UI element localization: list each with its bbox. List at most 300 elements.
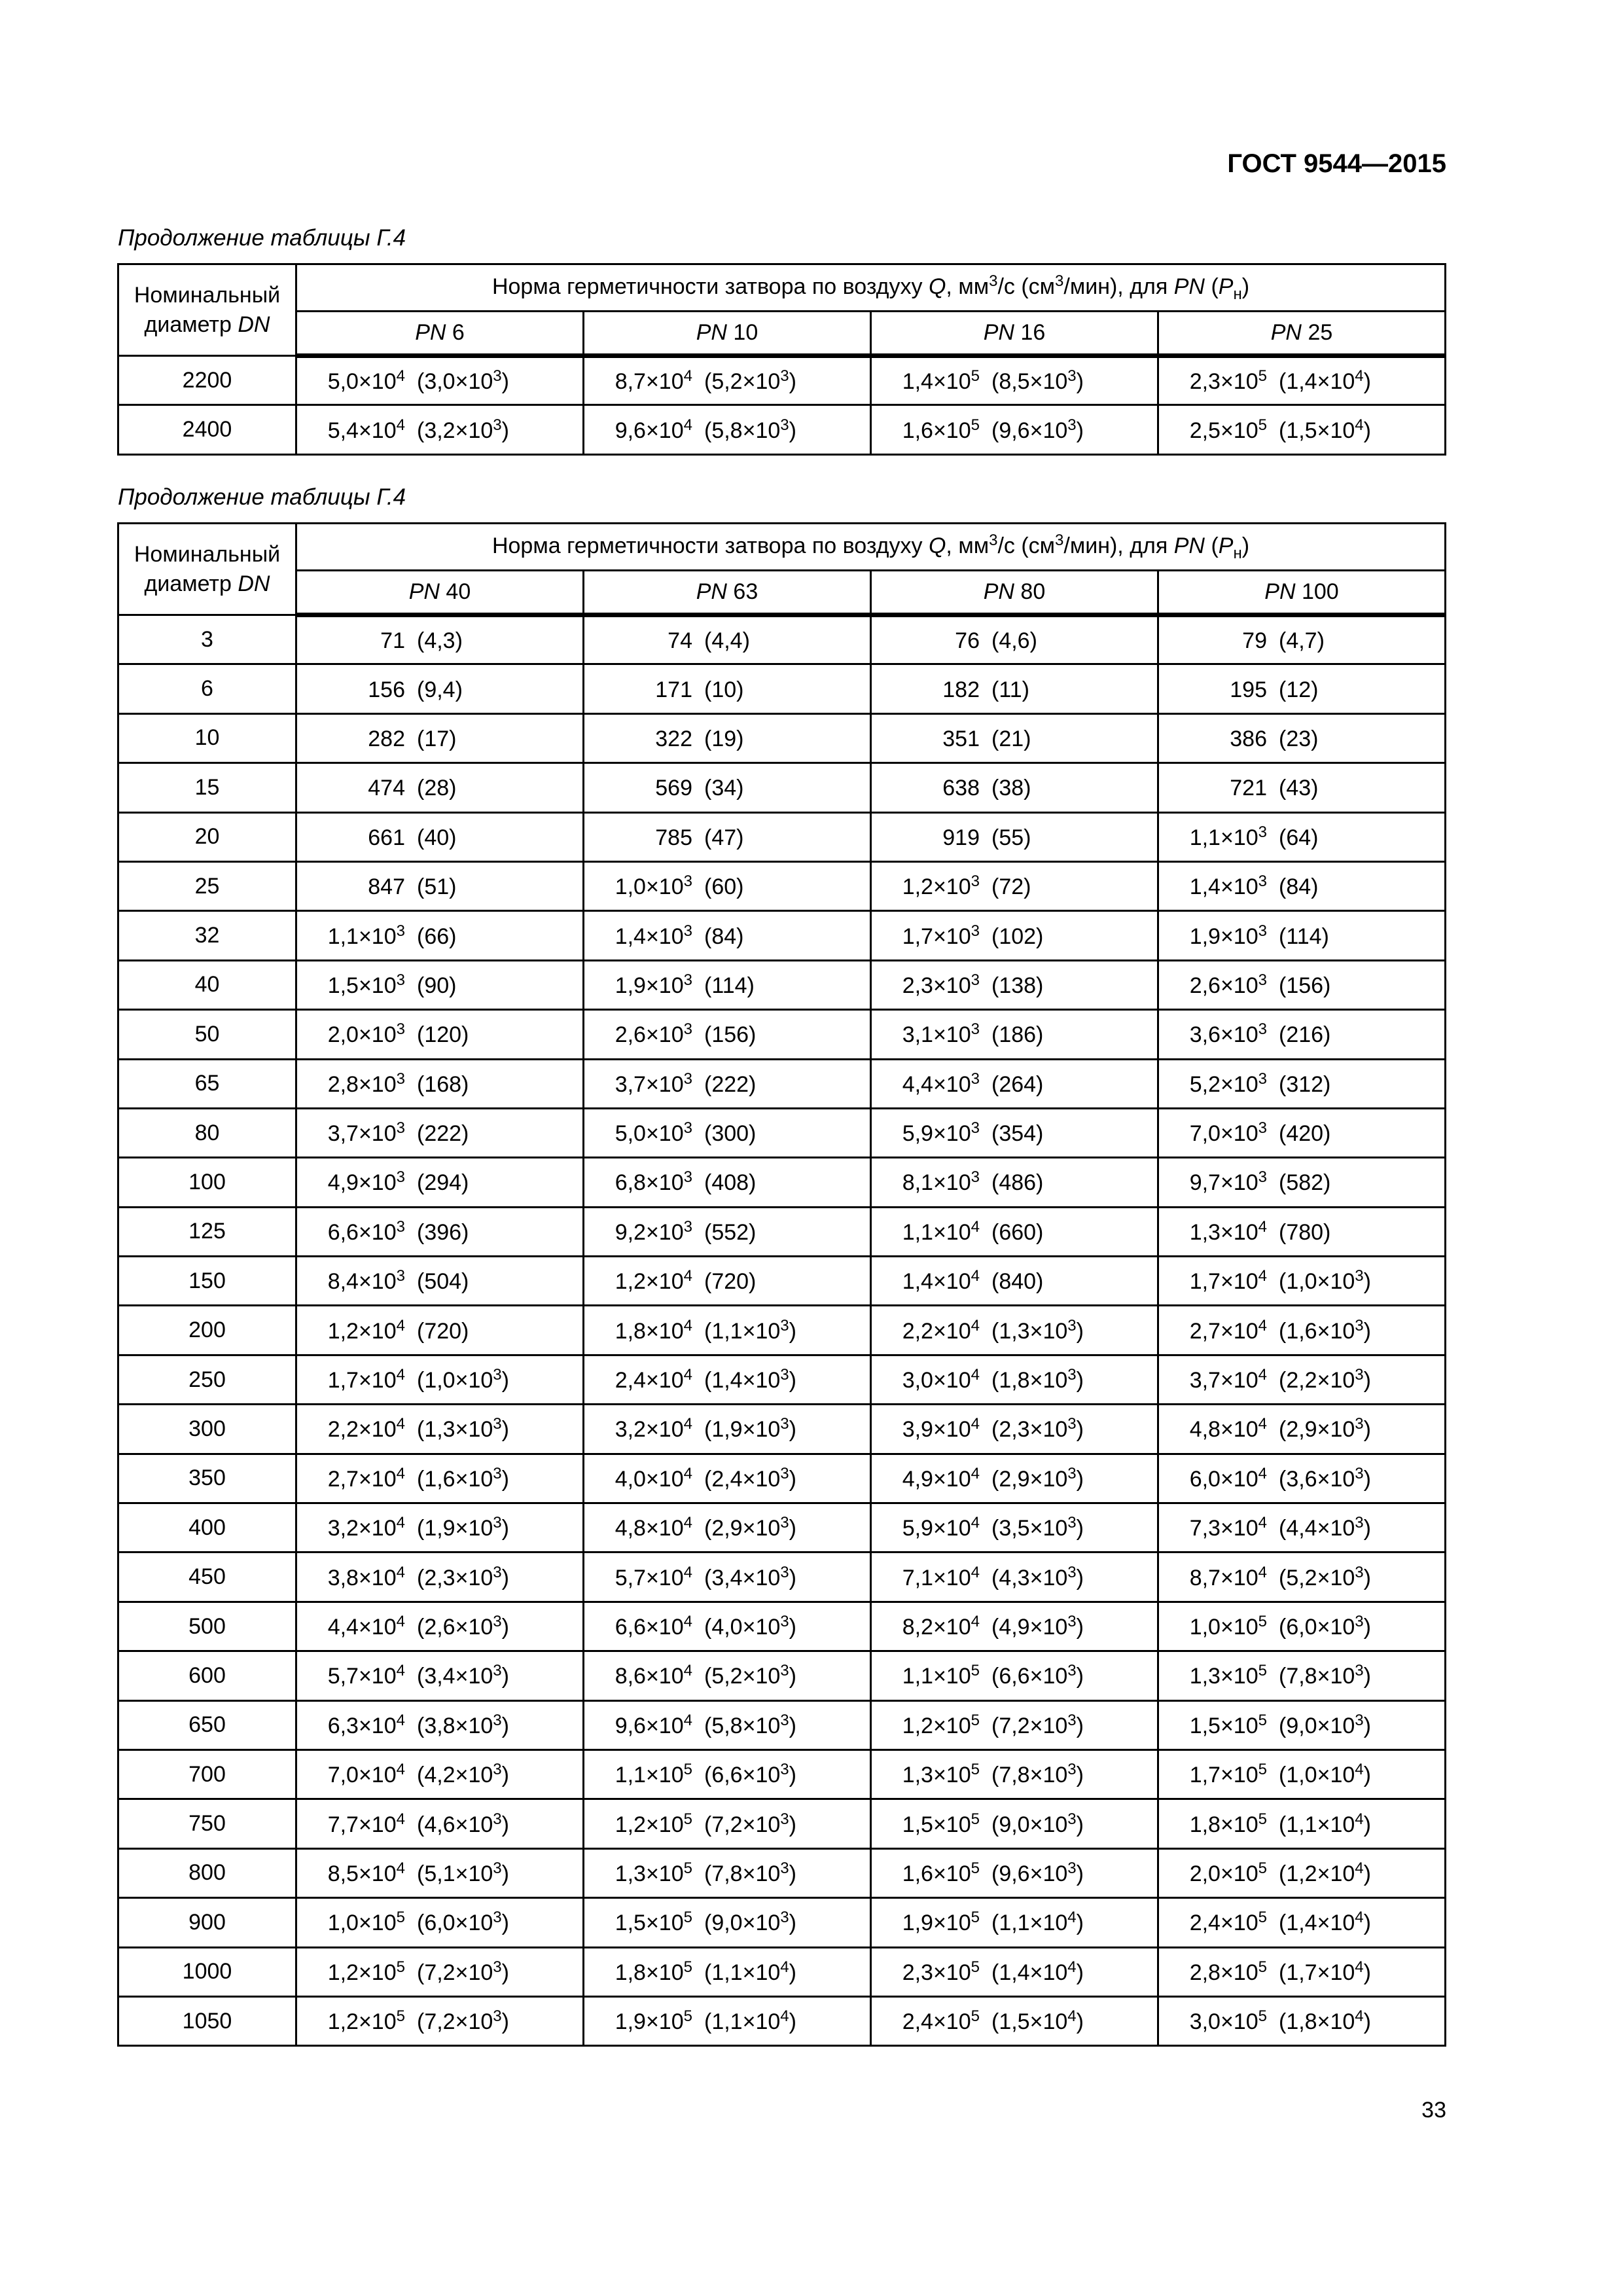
leak-rate-mm3s: $2,8\times 10^5$ bbox=[1189, 1958, 1267, 1985]
table2-body bbox=[118, 615, 1446, 2046]
leak-rate-cm3min: (9,4) bbox=[417, 677, 463, 702]
dn-value: 125 bbox=[118, 1207, 296, 1256]
page-number: 33 bbox=[1421, 2098, 1446, 2123]
leak-rate-mm3s: $8,4\times 10^3$ bbox=[327, 1267, 405, 1295]
leak-rate-cell bbox=[871, 911, 1158, 960]
leak-rate-cm3min: (168) bbox=[417, 1071, 469, 1097]
leak-rate-cell bbox=[584, 960, 871, 1009]
leak-rate-cm3min: (312) bbox=[1279, 1071, 1331, 1097]
dn-value: 10 bbox=[118, 713, 296, 762]
leak-rate-mm3s: 182 bbox=[942, 677, 980, 702]
leak-rate-mm3s: $5,7\times 10^4$ bbox=[327, 1662, 405, 1689]
leak-rate-cell bbox=[584, 1799, 871, 1848]
leak-rate-cm3min: (138) bbox=[991, 973, 1044, 998]
leak-rate-cm3min: $(1,9\times 10^3)$ bbox=[417, 1514, 509, 1541]
leak-rate-cm3min: $(6,6\times 10^3)$ bbox=[991, 1662, 1084, 1689]
leak-rate-cell bbox=[296, 1306, 584, 1355]
table-row bbox=[118, 1552, 1446, 1602]
leak-rate-mm3s: 195 bbox=[1230, 677, 1267, 702]
leak-rate-mm3s: $1,3\times 10^5$ bbox=[1189, 1662, 1267, 1689]
leak-rate-cm3min: $(3,2\times 10^3)$ bbox=[417, 416, 509, 443]
leak-rate-cell bbox=[584, 1898, 871, 1947]
leak-rate-mm3s: $1,2\times 10^4$ bbox=[615, 1267, 692, 1295]
dn-value: 2400 bbox=[118, 405, 296, 454]
leak-rate-cm3min: $(3,6\times 10^3)$ bbox=[1279, 1464, 1371, 1492]
pn-column-header: PN 40 bbox=[296, 571, 584, 615]
leak-rate-cell bbox=[584, 664, 871, 713]
table-row bbox=[118, 1651, 1446, 1700]
dn-value: 400 bbox=[118, 1503, 296, 1552]
leak-rate-cm3min: $(6,0\times 10^3)$ bbox=[1279, 1613, 1371, 1640]
pn-column-header: PN 10 bbox=[584, 312, 871, 356]
leak-rate-cell bbox=[584, 1454, 871, 1503]
leak-rate-cm3min: $(1,1\times 10^4)$ bbox=[704, 2007, 796, 2035]
dn-value: 1050 bbox=[118, 1996, 296, 2045]
leak-rate-mm3s: 76 bbox=[955, 628, 980, 654]
leak-rate-cell bbox=[871, 664, 1158, 713]
leak-rate-cell bbox=[296, 1848, 584, 1897]
leak-rate-mm3s: $1,1\times 10^3$ bbox=[1189, 823, 1267, 850]
table-row bbox=[118, 1749, 1446, 1799]
pn-column-header: PN 6 bbox=[296, 312, 584, 356]
leak-rate-cell bbox=[296, 1651, 584, 1700]
table-row bbox=[118, 1799, 1446, 1848]
leak-rate-cell bbox=[584, 1651, 871, 1700]
leak-rate-cm3min: (66) bbox=[417, 924, 457, 949]
leak-rate-cm3min: (354) bbox=[991, 1121, 1044, 1147]
leak-rate-cell bbox=[296, 1799, 584, 1848]
leak-rate-cm3min: (10) bbox=[704, 677, 744, 702]
dn-value: 65 bbox=[118, 1059, 296, 1108]
leak-rate-cm3min: (396) bbox=[417, 1219, 469, 1245]
leak-rate-cm3min: $(1,1\times 10^4)$ bbox=[1279, 1810, 1371, 1837]
leak-rate-cm3min: $(2,4\times 10^3)$ bbox=[704, 1464, 796, 1492]
leak-rate-mm3s: $2,5\times 10^5$ bbox=[1189, 416, 1267, 443]
leak-rate-mm3s: $1,5\times 10^5$ bbox=[1189, 1711, 1267, 1738]
leak-rate-cm3min: $(5,2\times 10^3)$ bbox=[1279, 1563, 1371, 1590]
dn-value: 500 bbox=[118, 1602, 296, 1651]
leak-rate-mm3s: $8,6\times 10^4$ bbox=[615, 1662, 692, 1689]
leak-rate-cell bbox=[296, 1947, 584, 1996]
leak-rate-cm3min: $(1,1\times 10^3)$ bbox=[704, 1316, 796, 1344]
leak-rate-cm3min: $(4,2\times 10^3)$ bbox=[417, 1761, 509, 1788]
leak-rate-mm3s: $3,7\times 10^3$ bbox=[327, 1119, 405, 1147]
leak-rate-mm3s: $8,5\times 10^4$ bbox=[327, 1859, 405, 1886]
leak-rate-cell bbox=[296, 1898, 584, 1947]
leak-rate-mm3s: $1,1\times 10^5$ bbox=[615, 1761, 692, 1788]
leak-rate-mm3s: $6,6\times 10^4$ bbox=[615, 1613, 692, 1640]
leak-rate-cell bbox=[1158, 763, 1446, 812]
table1-header-row bbox=[118, 264, 1446, 312]
leak-rate-cell bbox=[584, 1158, 871, 1207]
leak-rate-cell bbox=[1158, 356, 1446, 405]
leak-rate-mm3s: $4,4\times 10^3$ bbox=[902, 1069, 980, 1097]
leak-rate-cm3min: (55) bbox=[991, 825, 1031, 850]
leak-rate-mm3s: $1,1\times 10^3$ bbox=[327, 922, 405, 949]
leak-rate-cell bbox=[871, 1207, 1158, 1256]
leak-rate-cell bbox=[296, 615, 584, 664]
leak-rate-cm3min: $(7,8\times 10^3)$ bbox=[1279, 1662, 1371, 1689]
leak-rate-cell bbox=[296, 1996, 584, 2045]
leak-rate-cell bbox=[1158, 1898, 1446, 1947]
leak-rate-mm3s: $5,0\times 10^4$ bbox=[327, 367, 405, 395]
leak-rate-mm3s: $1,8\times 10^5$ bbox=[1189, 1810, 1267, 1837]
leak-rate-cell bbox=[1158, 1503, 1446, 1552]
dn-value: 32 bbox=[118, 911, 296, 960]
leak-rate-cell bbox=[1158, 405, 1446, 454]
leak-rate-cm3min: $(3,4\times 10^3)$ bbox=[417, 1662, 509, 1689]
leak-rate-cm3min: $(1,0\times 10^3)$ bbox=[417, 1366, 509, 1393]
leak-rate-mm3s: $1,8\times 10^4$ bbox=[615, 1316, 692, 1344]
leak-rate-cm3min: $(7,8\times 10^3)$ bbox=[704, 1859, 796, 1886]
leak-rate-cm3min: (28) bbox=[417, 776, 457, 801]
leak-rate-cm3min: $(2,2\times 10^3)$ bbox=[1279, 1366, 1371, 1393]
leak-rate-mm3s: $3,0\times 10^4$ bbox=[902, 1366, 980, 1393]
leak-rate-cm3min: $(9,6\times 10^3)$ bbox=[991, 416, 1084, 443]
leak-rate-cell bbox=[1158, 1454, 1446, 1503]
dn-value: 700 bbox=[118, 1749, 296, 1799]
leak-rate-mm3s: $1,1\times 10^4$ bbox=[902, 1217, 980, 1245]
table-row bbox=[118, 1700, 1446, 1749]
leak-rate-cm3min: (582) bbox=[1279, 1170, 1331, 1196]
leak-rate-cell bbox=[871, 1503, 1158, 1552]
leak-rate-cell bbox=[1158, 1552, 1446, 1602]
leak-rate-cm3min: $(7,2\times 10^3)$ bbox=[417, 2007, 509, 2035]
leak-rate-mm3s: $1,2\times 10^5$ bbox=[327, 1958, 405, 1985]
leak-rate-cm3min: $(4,3\times 10^3)$ bbox=[991, 1563, 1084, 1590]
leak-rate-mm3s: $3,2\times 10^4$ bbox=[327, 1514, 405, 1541]
table-row bbox=[118, 1257, 1446, 1306]
leak-rate-cell bbox=[1158, 1947, 1446, 1996]
leak-rate-mm3s: $7,0\times 10^4$ bbox=[327, 1761, 405, 1788]
leak-rate-mm3s: 721 bbox=[1230, 776, 1267, 801]
table-row bbox=[118, 1355, 1446, 1404]
leak-rate-cm3min: $(1,4\times 10^4)$ bbox=[1279, 1909, 1371, 1936]
leak-rate-cell bbox=[584, 1355, 871, 1404]
leak-rate-cm3min: $(1,7\times 10^4)$ bbox=[1279, 1958, 1371, 1985]
table-row bbox=[118, 1306, 1446, 1355]
leak-rate-cell bbox=[1158, 1257, 1446, 1306]
leak-rate-cell bbox=[584, 1947, 871, 1996]
table-row bbox=[118, 1158, 1446, 1207]
leak-rate-cell bbox=[584, 713, 871, 762]
leak-rate-mm3s: $5,9\times 10^3$ bbox=[902, 1119, 980, 1147]
dn-value: 800 bbox=[118, 1848, 296, 1897]
leak-rate-cell bbox=[584, 1108, 871, 1157]
leak-rate-cell bbox=[1158, 1405, 1446, 1454]
leak-rate-mm3s: $2,4\times 10^4$ bbox=[615, 1366, 692, 1393]
dn-value: 600 bbox=[118, 1651, 296, 1700]
leak-rate-cell bbox=[296, 1207, 584, 1256]
leak-rate-cell bbox=[584, 812, 871, 861]
leak-rate-cell bbox=[871, 1848, 1158, 1897]
leak-rate-mm3s: $2,3\times 10^3$ bbox=[902, 971, 980, 998]
leak-rate-mm3s: $7,1\times 10^4$ bbox=[902, 1563, 980, 1590]
leak-rate-cm3min: $(3,0\times 10^3)$ bbox=[417, 367, 509, 395]
leak-rate-table-1 bbox=[117, 263, 1446, 456]
leak-rate-mm3s: $2,8\times 10^3$ bbox=[327, 1069, 405, 1097]
leak-rate-cell bbox=[584, 911, 871, 960]
leak-rate-cell bbox=[584, 1405, 871, 1454]
leak-rate-cell bbox=[584, 1552, 871, 1602]
leak-rate-mm3s: $6,8\times 10^3$ bbox=[615, 1168, 692, 1196]
leak-rate-cm3min: $(2,3\times 10^3)$ bbox=[417, 1563, 509, 1590]
leak-rate-mm3s: $1,8\times 10^5$ bbox=[615, 1958, 692, 1985]
leak-rate-mm3s: $8,7\times 10^4$ bbox=[615, 367, 692, 395]
leak-rate-mm3s: 661 bbox=[368, 825, 405, 850]
leak-rate-mm3s: $1,9\times 10^3$ bbox=[1189, 922, 1267, 949]
leak-rate-cell bbox=[871, 1355, 1158, 1404]
table-row bbox=[118, 1898, 1446, 1947]
leak-rate-cell bbox=[296, 1503, 584, 1552]
leak-rate-cm3min: $(6,6\times 10^3)$ bbox=[704, 1761, 796, 1788]
leak-rate-cell bbox=[296, 1158, 584, 1207]
leak-rate-cm3min: (780) bbox=[1279, 1219, 1331, 1245]
table-row bbox=[118, 713, 1446, 762]
table-row bbox=[118, 1059, 1446, 1108]
leak-rate-cell bbox=[1158, 1996, 1446, 2045]
leak-rate-mm3s: $2,3\times 10^5$ bbox=[1189, 367, 1267, 395]
leak-rate-cell bbox=[296, 1059, 584, 1108]
leak-rate-cm3min: $(4,9\times 10^3)$ bbox=[991, 1613, 1084, 1640]
leak-rate-mm3s: $1,7\times 10^4$ bbox=[1189, 1267, 1267, 1295]
leak-rate-mm3s: $2,0\times 10^3$ bbox=[327, 1020, 405, 1048]
leak-rate-mm3s: $1,2\times 10^5$ bbox=[327, 2007, 405, 2035]
leak-rate-mm3s: $1,2\times 10^5$ bbox=[615, 1810, 692, 1837]
leak-rate-cell bbox=[584, 1700, 871, 1749]
leak-rate-mm3s: $1,3\times 10^4$ bbox=[1189, 1217, 1267, 1245]
leak-rate-cell bbox=[584, 1306, 871, 1355]
leak-rate-mm3s: $4,0\times 10^4$ bbox=[615, 1464, 692, 1492]
leak-rate-mm3s: $4,9\times 10^4$ bbox=[902, 1464, 980, 1492]
leak-rate-cell bbox=[296, 356, 584, 405]
leak-rate-mm3s: 171 bbox=[655, 677, 692, 702]
dn-value: 80 bbox=[118, 1108, 296, 1157]
dn-column-header: Номинальный диаметр DN bbox=[118, 264, 296, 356]
leak-rate-mm3s: $6,6\times 10^3$ bbox=[327, 1217, 405, 1245]
leak-rate-cm3min: $(3,5\times 10^3)$ bbox=[991, 1514, 1084, 1541]
leak-rate-cm3min: (216) bbox=[1279, 1022, 1331, 1048]
dn-value: 15 bbox=[118, 763, 296, 812]
leak-rate-cm3min: (84) bbox=[704, 924, 744, 949]
leak-rate-cell bbox=[584, 405, 871, 454]
leak-rate-cell bbox=[296, 1602, 584, 1651]
leak-rate-cm3min: $(5,1\times 10^3)$ bbox=[417, 1859, 509, 1886]
leak-rate-cm3min: (4,7) bbox=[1279, 628, 1325, 654]
leak-rate-cm3min: $(4,0\times 10^3)$ bbox=[704, 1613, 796, 1640]
leak-rate-cm3min: $(7,8\times 10^3)$ bbox=[991, 1761, 1084, 1788]
leak-rate-cm3min: (720) bbox=[417, 1318, 469, 1344]
leak-rate-cell bbox=[296, 1552, 584, 1602]
dn-value: 150 bbox=[118, 1257, 296, 1306]
table2-pn-row bbox=[118, 571, 1446, 615]
leak-rate-cell bbox=[871, 356, 1158, 405]
leak-rate-cm3min: (294) bbox=[417, 1170, 469, 1196]
leak-rate-cell bbox=[871, 1405, 1158, 1454]
leak-rate-mm3s: $2,6\times 10^3$ bbox=[615, 1020, 692, 1048]
leak-rate-cm3min: (12) bbox=[1279, 677, 1319, 702]
dn-value: 40 bbox=[118, 960, 296, 1009]
leak-rate-cm3min: $(2,9\times 10^3)$ bbox=[991, 1464, 1084, 1492]
leak-rate-cell bbox=[1158, 1158, 1446, 1207]
pn-column-header: PN 63 bbox=[584, 571, 871, 615]
leak-rate-cell bbox=[871, 1799, 1158, 1848]
leak-rate-mm3s: $1,5\times 10^5$ bbox=[902, 1810, 980, 1837]
leak-rate-cell bbox=[871, 1552, 1158, 1602]
leak-rate-cm3min: (23) bbox=[1279, 726, 1319, 751]
dn-value: 450 bbox=[118, 1552, 296, 1602]
leak-rate-cm3min: $(1,4\times 10^4)$ bbox=[991, 1958, 1084, 1985]
leak-rate-mm3s: $1,5\times 10^5$ bbox=[615, 1909, 692, 1936]
dn-value: 900 bbox=[118, 1898, 296, 1947]
leak-rate-mm3s: $1,0\times 10^3$ bbox=[615, 872, 692, 900]
leak-rate-mm3s: 79 bbox=[1242, 628, 1267, 654]
table-row bbox=[118, 1405, 1446, 1454]
dn-value: 650 bbox=[118, 1700, 296, 1749]
leak-rate-mm3s: $9,2\times 10^3$ bbox=[615, 1217, 692, 1245]
table-row bbox=[118, 1947, 1446, 1996]
leak-rate-cm3min: $(5,2\times 10^3)$ bbox=[704, 1662, 796, 1689]
leak-rate-cell bbox=[296, 1108, 584, 1157]
table1-pn-row bbox=[118, 312, 1446, 356]
leak-rate-mm3s: $1,9\times 10^5$ bbox=[902, 1909, 980, 1936]
leak-rate-cm3min: (84) bbox=[1279, 874, 1319, 900]
table2-header-row bbox=[118, 524, 1446, 571]
leak-rate-cell bbox=[296, 664, 584, 713]
leak-rate-cm3min: $(1,9\times 10^3)$ bbox=[704, 1415, 796, 1443]
leak-rate-cell bbox=[1158, 1059, 1446, 1108]
leak-rate-cell bbox=[584, 615, 871, 664]
leak-rate-cell bbox=[296, 1257, 584, 1306]
leak-rate-cell bbox=[584, 1749, 871, 1799]
leak-rate-mm3s: 74 bbox=[668, 628, 692, 654]
leak-rate-mm3s: 322 bbox=[655, 726, 692, 751]
leak-rate-cell bbox=[871, 1947, 1158, 1996]
leak-rate-mm3s: $8,7\times 10^4$ bbox=[1189, 1563, 1267, 1590]
leak-rate-cm3min: $(7,2\times 10^3)$ bbox=[704, 1810, 796, 1837]
leak-rate-mm3s: $1,3\times 10^5$ bbox=[615, 1859, 692, 1886]
leak-rate-cell bbox=[584, 1010, 871, 1059]
leak-rate-cell bbox=[871, 713, 1158, 762]
leak-rate-mm3s: $1,1\times 10^5$ bbox=[902, 1662, 980, 1689]
leak-rate-cell bbox=[871, 1257, 1158, 1306]
leak-rate-mm3s: $8,1\times 10^3$ bbox=[902, 1168, 980, 1196]
table-row bbox=[118, 861, 1446, 910]
leak-rate-cell bbox=[584, 1602, 871, 1651]
leak-rate-mm3s: $4,8\times 10^4$ bbox=[615, 1514, 692, 1541]
leak-rate-cell bbox=[871, 1749, 1158, 1799]
leak-rate-cm3min: $(5,8\times 10^3)$ bbox=[704, 1711, 796, 1738]
leak-rate-cell bbox=[296, 1454, 584, 1503]
leak-rate-cm3min: (40) bbox=[417, 825, 457, 850]
leak-rate-mm3s: $1,2\times 10^4$ bbox=[327, 1316, 405, 1344]
table-row bbox=[118, 812, 1446, 861]
leak-rate-mm3s: $7,0\times 10^3$ bbox=[1189, 1119, 1267, 1147]
table-row bbox=[118, 1108, 1446, 1157]
leak-rate-cell bbox=[584, 1207, 871, 1256]
table1-body bbox=[118, 356, 1446, 455]
leak-rate-mm3s: $1,6\times 10^5$ bbox=[902, 1859, 980, 1886]
leak-rate-cm3min: $(2,3\times 10^3)$ bbox=[991, 1415, 1084, 1443]
leak-rate-cm3min: $(5,2\times 10^3)$ bbox=[704, 367, 796, 395]
leak-rate-cell bbox=[1158, 664, 1446, 713]
dn-value: 20 bbox=[118, 812, 296, 861]
leak-rate-mm3s: 569 bbox=[655, 776, 692, 801]
leak-rate-cell bbox=[871, 615, 1158, 664]
leak-rate-cm3min: $(4,4\times 10^3)$ bbox=[1279, 1514, 1371, 1541]
leak-rate-cm3min: (72) bbox=[991, 874, 1031, 900]
leak-rate-cell bbox=[296, 763, 584, 812]
leak-rate-mm3s: $2,7\times 10^4$ bbox=[1189, 1316, 1267, 1344]
leak-rate-cm3min: (4,6) bbox=[991, 628, 1037, 654]
table-row bbox=[118, 1848, 1446, 1897]
leak-rate-cell bbox=[871, 1996, 1158, 2045]
leak-rate-mm3s: $3,1\times 10^3$ bbox=[902, 1020, 980, 1048]
leak-rate-cm3min: (552) bbox=[704, 1219, 757, 1245]
leak-rate-cell bbox=[871, 1700, 1158, 1749]
leak-rate-cell bbox=[871, 1651, 1158, 1700]
table2-caption: Продолжение таблицы Г.4 bbox=[118, 484, 406, 510]
leak-rate-cm3min: (38) bbox=[991, 776, 1031, 801]
leak-rate-cell bbox=[1158, 1108, 1446, 1157]
leak-rate-table-2 bbox=[117, 522, 1446, 2047]
leak-rate-mm3s: $3,2\times 10^4$ bbox=[615, 1415, 692, 1443]
dn-value: 6 bbox=[118, 664, 296, 713]
leak-rate-cm3min: (60) bbox=[704, 874, 744, 900]
leak-rate-cell bbox=[1158, 861, 1446, 910]
leak-rate-cm3min: (222) bbox=[704, 1071, 757, 1097]
leak-rate-cm3min: $(1,8\times 10^3)$ bbox=[991, 1366, 1084, 1393]
leak-rate-cell bbox=[871, 1306, 1158, 1355]
leak-rate-mm3s: $2,0\times 10^5$ bbox=[1189, 1859, 1267, 1886]
leak-rate-cm3min: (264) bbox=[991, 1071, 1044, 1097]
leak-rate-cm3min: $(9,0\times 10^3)$ bbox=[704, 1909, 796, 1936]
leak-rate-cell bbox=[296, 960, 584, 1009]
leak-rate-cell bbox=[871, 861, 1158, 910]
leak-rate-mm3s: $3,7\times 10^4$ bbox=[1189, 1366, 1267, 1393]
leak-rate-cell bbox=[584, 1257, 871, 1306]
leak-rate-mm3s: $1,9\times 10^5$ bbox=[615, 2007, 692, 2035]
leak-rate-cell bbox=[871, 1158, 1158, 1207]
dn-value: 300 bbox=[118, 1405, 296, 1454]
leak-rate-cm3min: $(8,5\times 10^3)$ bbox=[991, 367, 1084, 395]
leak-rate-cell bbox=[296, 1355, 584, 1404]
leak-rate-mm3s: $8,2\times 10^4$ bbox=[902, 1613, 980, 1640]
leak-rate-cell bbox=[1158, 713, 1446, 762]
leak-rate-cm3min: (720) bbox=[704, 1269, 757, 1295]
leak-rate-cm3min: $(1,3\times 10^3)$ bbox=[417, 1415, 509, 1443]
leak-rate-cm3min: (660) bbox=[991, 1219, 1044, 1245]
leak-rate-cm3min: (102) bbox=[991, 924, 1044, 949]
leak-rate-mm3s: 351 bbox=[942, 726, 980, 751]
leak-rate-mm3s: $5,4\times 10^4$ bbox=[327, 416, 405, 443]
leak-rate-cell bbox=[1158, 1651, 1446, 1700]
leak-rate-cm3min: $(1,6\times 10^3)$ bbox=[1279, 1316, 1371, 1344]
leak-rate-mm3s: 474 bbox=[368, 776, 405, 801]
leak-rate-cm3min: (4,3) bbox=[417, 628, 463, 654]
table-row bbox=[118, 1602, 1446, 1651]
leak-rate-cm3min: (156) bbox=[704, 1022, 757, 1048]
leak-rate-cm3min: $(1,5\times 10^4)$ bbox=[991, 2007, 1084, 2035]
leak-rate-cm3min: $(1,6\times 10^3)$ bbox=[417, 1464, 509, 1492]
table-row bbox=[118, 664, 1446, 713]
leak-rate-cm3min: (114) bbox=[1279, 924, 1329, 949]
leak-rate-cm3min: (34) bbox=[704, 776, 744, 801]
pn-column-header: PN 25 bbox=[1158, 312, 1446, 356]
table-row bbox=[118, 615, 1446, 664]
leak-rate-mm3s: $2,4\times 10^5$ bbox=[1189, 1909, 1267, 1936]
leak-rate-cell bbox=[584, 1503, 871, 1552]
